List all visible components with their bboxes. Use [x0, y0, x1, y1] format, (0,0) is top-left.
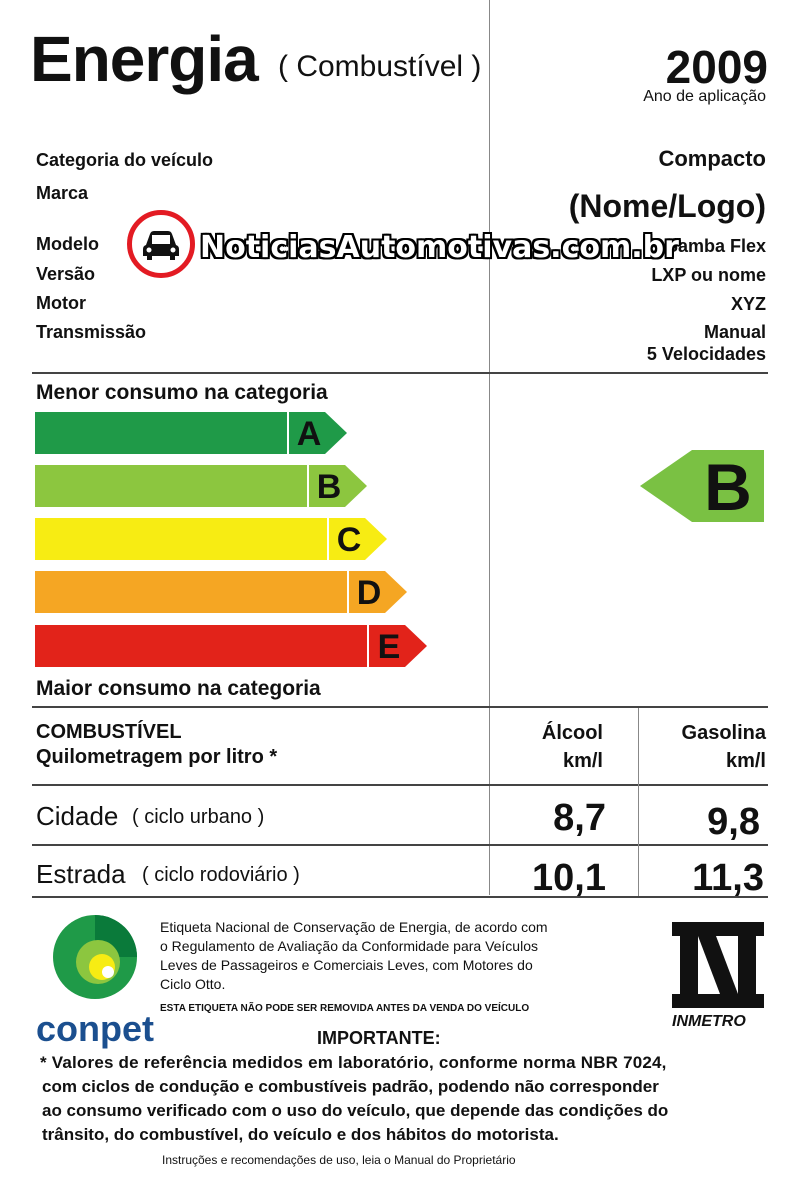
label-title: Energia: [30, 23, 258, 95]
year-label: Ano de aplicação: [643, 88, 766, 105]
center-divider: [489, 0, 490, 895]
footer-desc-2: o Regulamento de Avaliação da Conformidade para Veículos: [160, 938, 538, 954]
transmission-label: Transmissão: [36, 322, 147, 342]
scale-top-label: Menor consumo na categoria: [36, 381, 328, 404]
road-sublabel: ( ciclo rodoviário ): [142, 864, 300, 886]
divider-vehicle: [32, 372, 768, 374]
scale-bar-letter: C: [336, 521, 362, 559]
table-header-1: COMBUSTÍVEL: [36, 721, 182, 743]
engine-label: Motor: [36, 293, 86, 313]
footer-desc-1: Etiqueta Nacional de Conservação de Energia, de acordo com: [160, 919, 548, 935]
inmetro-logo-icon: [672, 922, 764, 1012]
table-header-2: Quilometragem por litro *: [36, 746, 278, 768]
footer-desc-4: Ciclo Otto.: [160, 976, 226, 992]
footer-desc-3: Leves de Passageiros e Comerciais Leves, com Motores do: [160, 957, 533, 973]
scale-bottom-label: Maior consumo na categoria: [36, 677, 321, 700]
rating-letter: B: [704, 450, 752, 524]
transmission-value-1: Manual: [703, 322, 766, 342]
year: 2009: [665, 41, 768, 93]
alcohol-header: Álcool: [541, 722, 603, 744]
version-label: Versão: [36, 264, 96, 284]
alcohol-unit: km/l: [562, 750, 603, 772]
transmission-value-2: 5 Velocidades: [646, 344, 766, 364]
model-label: Modelo: [36, 234, 99, 254]
gas-unit: km/l: [725, 750, 766, 772]
rating-arrow: [640, 450, 692, 522]
conpet-logo-icon: [50, 912, 140, 1002]
divider-table-header: [32, 784, 768, 786]
note-line-1: * Valores de referência medidos em laboratório, conforme norma NBR 7024,: [40, 1053, 667, 1072]
important-label: IMPORTANTE:: [317, 1028, 441, 1048]
category-label: Categoria do veículo: [36, 150, 214, 170]
note-line-3: ao consumo verificado com o uso do veículo, que depende das condições do: [42, 1101, 669, 1120]
divider-city: [32, 844, 768, 846]
city-label: Cidade: [36, 801, 119, 831]
road-label: Estrada: [36, 859, 126, 889]
engine-value: XYZ: [730, 294, 766, 314]
scale-bar-letter: B: [316, 468, 342, 506]
city-sublabel: ( ciclo urbano ): [132, 806, 265, 828]
scale-bar-letter: E: [377, 628, 401, 666]
conpet-wordmark: conpet: [36, 1008, 155, 1049]
scale-bar-letter: D: [356, 574, 382, 612]
watermark-logo: [127, 210, 195, 278]
inmetro-wordmark: INMETRO: [672, 1013, 746, 1030]
model-value: Samba Flex: [665, 236, 766, 256]
brand-value: (Nome/Logo): [568, 188, 766, 224]
brand-label: Marca: [36, 183, 89, 203]
table-col-divider: [638, 708, 639, 896]
divider-footer: [32, 896, 768, 898]
instructions: Instruções e recomendações de uso, leia o Manual do Proprietário: [162, 1153, 516, 1167]
road-alcohol-value: 10,1: [532, 857, 606, 899]
footer-warning: ESTA ETIQUETA NÃO PODE SER REMOVIDA ANTES DA VENDA DO VEÍCULO: [160, 1003, 530, 1014]
watermark-text: NoticiasAutomotivas.com.br: [200, 230, 679, 265]
city-gas-value: 9,8: [707, 801, 760, 843]
car-icon: [132, 215, 190, 273]
city-alcohol-value: 8,7: [553, 797, 606, 839]
scale-bar-fill: [35, 465, 307, 507]
label-subtitle: ( Combustível ): [278, 50, 482, 83]
road-gas-value: 11,3: [692, 857, 764, 899]
divider-scale: [32, 706, 768, 708]
scale-bar-fill: [35, 571, 347, 613]
scale-bar-fill: [35, 412, 287, 454]
note-line-2: com ciclos de condução e combustíveis padrão, podendo não corresponder: [42, 1077, 659, 1096]
version-value: LXP ou nome: [651, 265, 766, 285]
category-value: Compacto: [658, 146, 766, 171]
scale-bar-fill: [35, 518, 327, 560]
scale-bar-fill: [35, 625, 367, 667]
note-line-4: trânsito, do combustível, do veículo e dos hábitos do motorista.: [42, 1125, 559, 1144]
gas-header: Gasolina: [681, 722, 766, 744]
scale-bar-letter: A: [296, 415, 322, 453]
